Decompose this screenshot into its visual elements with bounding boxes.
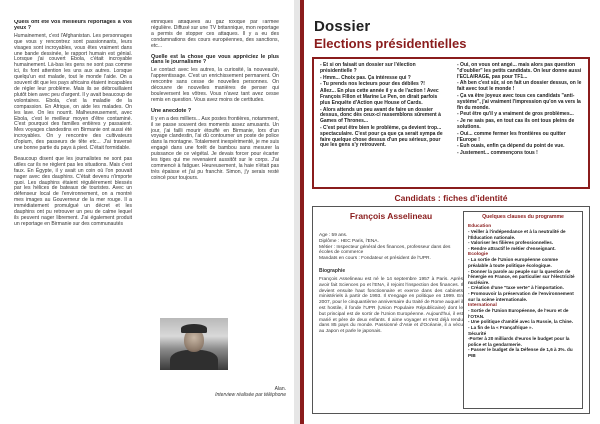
dialogue-line: - Ça va être joyeux avec tous ces candidats "anti-système", j'ai vraiment l'impression qu'on va vers la fin du monde. [457,92,581,111]
dialogue-line: - C'est peut être bien le problème, ça devient trop... spectaculaire. C'est pour ça que ça serait sympa de faire quelque chose dessus d'un peu sérieux, pour que les gens s'y retrouvent. [320,124,443,149]
dossier-subtitle: Elections présidentielles [314,36,467,51]
candidates-section-title: Candidats : fiches d'identité [394,193,508,203]
program-item: - La fin de la « Françafrique ». [468,324,533,330]
program-item: - Veiller à l'indépendance et à la neutralité de l'Éducation nationale. [468,229,566,240]
biography-text: François Asselineau est né le 14 septembre 1957 à Paris. Après avoir fait Sciences po et l'ENA, il rejoint l'inspection des finances. Il devient ensuite haut fonctionnaire et exerce dans des cabinets ministériels à partir de 1993. Il s'engage en politique en 1999. En 2007, pour le cinquantième anniversaire du traité de Rome auquel il est hostile, il fonde l'UPR (Union Populaire Républicaine) dont le but principal est de sortir de l'Union Européenne. Aujourd'hui, il est marié et père de deux enfants. Il aime voyager et s'est déjà rendu dans 85 pays du monde. Passionné d'Asie et d'Océanie, il a vécu au Japon et parle le japonais. [319,276,463,335]
candidate-job: Métier : Inspecteur général des finances, professeur dans des écoles de commerce [319,244,451,256]
program-item: - Passer le budget de la Défense de 1,6 à 3%. du PIB [468,347,573,358]
dialogue-line: - Oui... comme fermer les frontières ou quitter l'Europe ! [457,130,566,143]
interview-column-2 [151,20,279,320]
dialogue-line: Allez... En plus cette année il y a de l'action ! Avec François Fillon et Marine Le Pen, on dirait parfois plus Enquête d'Action que House of Cards. [320,88,439,106]
program-item: - Promouvoir la préservation de l'environnement sur la scène internationale. [468,290,574,302]
signature-block [200,386,286,398]
photo-figure-cap [181,324,207,333]
program-item: - Donner la parole au peuple sur la question de l'énergie en France, en particulier sur l'électricité nucléaire. [468,268,575,285]
dialogue-line: - Alors attends un peu avant de faire un dossier dessus, donc dès ceux-ci rassemblons sûrement à Games of Thrones... [320,106,441,125]
interview-paragraph: ethniques attaquées au gaz toxique par l'armée régulière. Diffusé sur une TV britannique, mon reportage a permis de stopper ces attaques. Il y a eu des condamnations des cours européennes, des sanctions, etc... [151,20,279,49]
program-list [468,224,578,358]
accent-bar [300,0,304,424]
signature-note: Interview réalisée par téléphone [215,392,286,398]
dialogue-line: - Et si on faisait un dossier sur l'élection présidentielle ? [320,62,416,74]
program-item: - Création d'une "taxe verte" à l'importation. [468,285,564,291]
program-item: Sécurité [468,330,487,336]
interview-paragraph: Il y en a des milliers... Aux postes frontières, notamment, il se passe souvent des moments assez amusants. Un jour, j'ai failli mourir étouffé en Birmanie, lors d'un voyage clandestin, l'ai dû contourner un poste de police dans la montagne. Totalement inexpérimenté, je me suis engagé dans une forêt de bambou sans mesurer la puissance de ce végétal. Je devais forcer pour écarter les tiges qui me revenaient aussitôt sur le corps. J'ai commencé à fatiguer. Heureusement, la haie n'était pas très épaisse et j'ai pu franchir. Simon, j'y serais resté coincé pour toujours. [151,115,279,181]
dialogue-line: - Hmm... Choix pas. Ça intéresse qui ? [320,74,411,81]
candidate-card [312,206,590,414]
dialogue-line: - Je ne sais pas, en tout cas ils ont tous pleins de solutions. [457,118,575,130]
program-item: - Une politique d'amitié avec la Russie, la Chine. [468,319,573,325]
interview-question: Une anecdote ? [151,107,192,114]
candidate-diploma: Diplôme : HEC Paris, l'ENA. [319,238,379,244]
signature-name: Alan. [274,386,286,392]
candidate-name: François Asselineau [349,211,433,221]
program-item: - Rendre attractif le métier d'enseignant. [468,245,556,251]
program-category: Ecologie [468,252,488,258]
dialogue-line: - Oui, on vous ont angé... mais alors pas question "d'oublier" les petits candidats. On leur donne aussi l'ECLAIRAGE, pas pour TF1... [457,62,582,80]
interview-paragraph: Humainement, c'est l'Afghanistan. Les personnages que vous y rencontrez sont passionnants, leurs visages sont incroyables, vous êtes vraiment dans une bande dessinée, le rapport humain est génial. Lorsque j'ai couvert Ebola, c'était incroyable humainement. Là-bas les gens ne sont pas comme ici, ils font attention les uns aux autres. Lorsque quelqu'un est malade, tout le monde l'aide. On a souvent dit que les pays africains étaient incapables de régler leur problème. Mais ils se débrouillaient plutôt bien avec peu d'argent. Il y avait beaucoup de volontaires. Ebola, c'est la maladie de la compassion. En Afrique, on aide les malades. On les lave. On les nourrit. Malheureusement, avec Ebola, c'est le meilleur moyen d'être contaminé. C'est pourquoi des familles entières y passaient. Mes voyages clandestins en Birmanie ont aussi été incroyables. On y rencontre des cultivateurs d'opium, des passeurs de tête etc... J'ai traversé une bonne partie du pays à pied. C'était formidable. [14,32,132,152]
program-title: Quelques clauses du programme [482,214,564,220]
interview-paragraph: Le contact avec les autres, la curiosité, la nouveauté, l'apprentissage. C'est un enrichissement permanent. On rencontre sans cesse de nouvelles personnes. On découvre de nouvelles manières de penser qui bouleversent les vôtres. Vous n'avez tant avez cesse remis en question. Vous avez moins de certitudes. [151,67,279,103]
interview-paragraph: Beaucoup disent que les journalistes ne sont pas utiles car ils ne règlent pas les situations. Mais c'est faux. En Égypte, il y avait un coin où l'on pouvait nager avec des dauphins. C'était devenu n'importe quoi. Les dauphins étaient régulièrement blessés par les hélices de bateaux de touristes. Avec un défenseur local de l'environnement, on a montré mes images au Gouverneur de la mer rouge. Il a immédiatement promulgué un décret et les dauphins ont pu retrouver un peu de calme lequel ils peuvent nager librement. J'ai également produit un reportage en Birmanie sur des communautés [14,155,132,227]
candidate-age: Age : 59 ans. [319,233,348,238]
program-category: International [468,303,497,309]
dialogue-line: - Justement... commençons tous ! [457,150,538,157]
dialogue-column-left [320,63,448,150]
program-category: Education [468,224,492,229]
dialogue-column-right [457,63,585,158]
dialogue-line: - Ah ben c'est sûr, si on fait un dossier dessus, on le fait avec tout le monde ! [457,80,582,93]
dialogue-line: - Peut être qu'il y a vraiment de gros problèmes... [457,111,574,118]
candidate-info [319,233,463,262]
program-item: -Porter à 20 milliards d'euros le budget pour la police et la gendarmerie. [468,336,570,347]
interview-column-1 [14,20,132,400]
program-item: - Sortie de l'Union Européenne, de l'euro et de l'OTAN. [468,308,569,319]
biography-title: Biographie [319,267,346,274]
photo-figure-body [170,350,218,370]
program-item: - La sortie de l'Union européenne comme préalable à toute politique écologique. [468,257,558,268]
dialogue-line: - Tu prends nos lecteurs pour des débiles ?! [320,81,425,88]
candidate-identity [319,211,463,335]
dossier-title: Dossier [314,18,371,35]
candidate-mandates: Mandats en cours : Fondateur et président de l'UPR. [319,256,431,262]
interviewee-photo [160,318,228,370]
interview-question: Quels ont été vos meilleurs reportages à vos yeux ? [14,20,132,31]
dialogue-box [312,57,590,189]
dialogue-line: - Euh ouais, enfin ça dépend du point de vue. [457,143,565,150]
interview-question: Quelle est la chose que vous appréciez le plus dans le journalisme ? [151,53,279,66]
program-item: - Valoriser les filières professionnelles. [468,240,554,246]
program-box [463,211,583,409]
